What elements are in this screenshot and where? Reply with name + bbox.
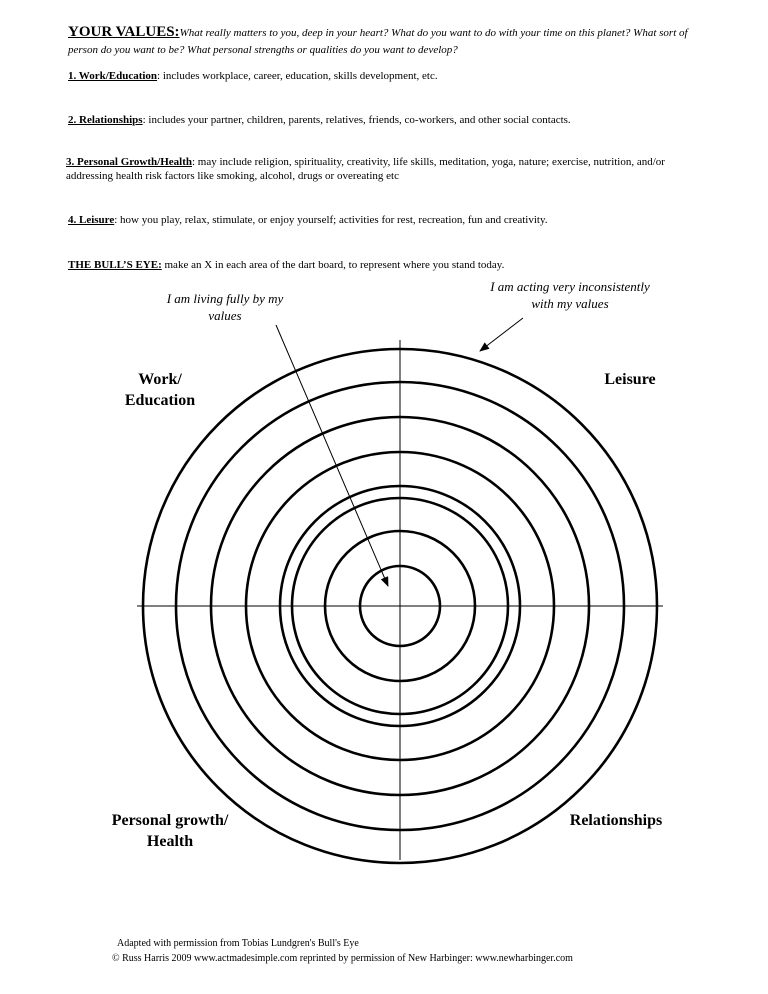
section-title: 1. Work/Education xyxy=(68,70,158,82)
quadrant-label-leisure: Leisure xyxy=(604,371,656,388)
annotation-living-fully: I am living fully by my values xyxy=(166,291,284,323)
section-title: THE BULL’S EYE: xyxy=(68,259,162,271)
annotation-acting-inconsistently: I am acting very inconsistently with my values xyxy=(490,279,650,311)
footer-credits xyxy=(112,936,573,966)
quadrant-label-line: Education xyxy=(124,392,196,409)
arrow-to-outer-ring xyxy=(480,318,523,351)
quadrant-label-line: Work/ xyxy=(138,371,182,388)
quadrant-label-work-education xyxy=(100,369,220,411)
section-text: : includes workplace, career, education, skills development, etc. xyxy=(157,70,438,82)
quadrant-label-relationships: Relationships xyxy=(569,812,663,829)
quadrant-label-line: Personal growth/ xyxy=(111,812,229,829)
footer-line: Adapted with permission from Tobias Lundgren's Bull's Eye xyxy=(117,938,359,949)
section-text: : includes your partner, children, parents, relatives, friends, co-workers, and other social contacts. xyxy=(142,114,571,126)
section-title: 4. Leisure xyxy=(68,214,115,226)
worksheet-question: What really matters to you, deep in your heart? What do you want to do with your time on this planet? What sort of person do you want to be? What personal strengths or qualities do you want to develop? xyxy=(68,27,688,56)
quadrant-label-line: Health xyxy=(146,833,194,850)
section-text: : how you play, relax, stimulate, or enjoy yourself; activities for rest, recreation, fun and creativity. xyxy=(114,214,548,226)
section-title: 2. Relationships xyxy=(68,114,143,126)
footer-line: © Russ Harris 2009 www.actmadesimple.com reprinted by permission of New Harbinger: www.newharbinger.com xyxy=(112,953,573,964)
quadrant-label-personal-growth xyxy=(90,810,250,852)
section-title: 3. Personal Growth/Health xyxy=(66,156,192,168)
worksheet-title: YOUR VALUES: xyxy=(68,24,180,40)
section-text: : may include religion, spirituality, creativity, life skills, meditation, yoga, nature; exercise, nutrition, and/or addressing health risk factors like smoking, alcohol, drugs or overeating etc xyxy=(66,156,665,182)
section-text: make an X in each area of the dart board, to represent where you stand today. xyxy=(161,259,505,271)
